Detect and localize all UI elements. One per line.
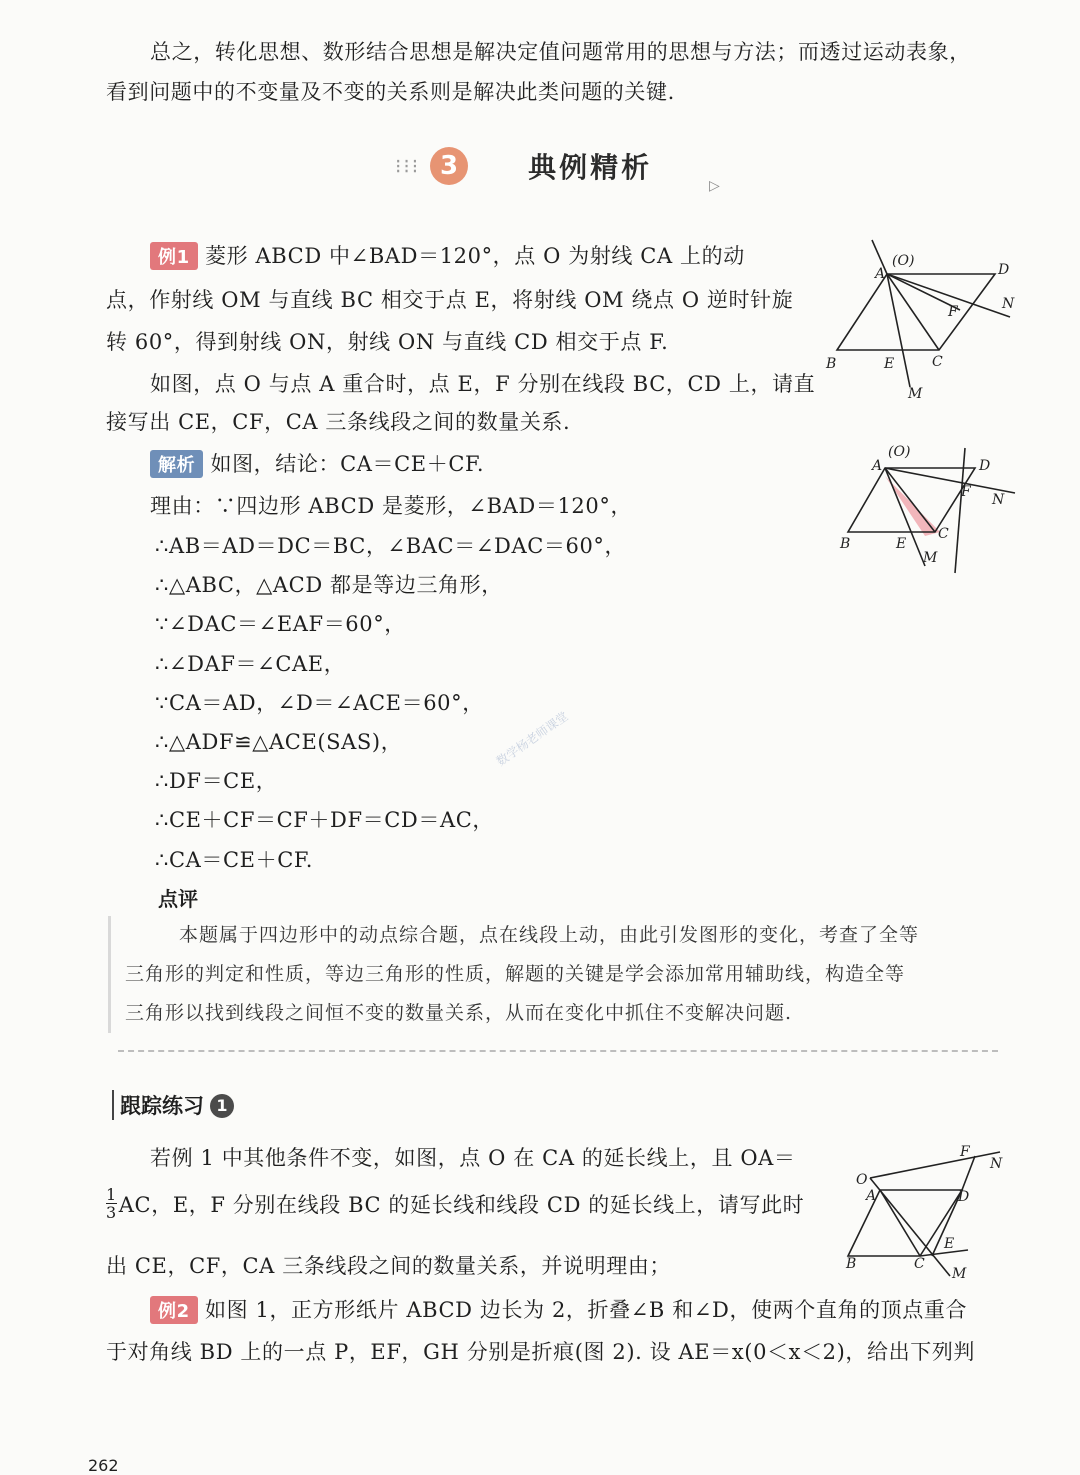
comment-box	[108, 916, 1025, 1033]
fig3-label-c: C	[914, 1256, 925, 1272]
section-number-badge: 3	[430, 147, 468, 185]
solution-first-line	[150, 448, 484, 478]
fig1-rhombus	[837, 274, 995, 350]
solution-tag: 解析	[150, 450, 203, 478]
fig3-label-o: O	[856, 1172, 868, 1188]
fig1-label-d: D	[998, 262, 1010, 278]
example1-line-4: 如图，点 O 与点 A 重合时，点 E，F 分别在线段 BC，CD 上，请直	[150, 372, 816, 396]
solution-line-3: ∴△ABC，△ACD 都是等边三角形，	[155, 573, 503, 597]
fig3-label-m: M	[952, 1266, 967, 1282]
fig1-label-m: M	[908, 386, 923, 402]
intro-line-2: 看到问题中的不变量及不变的关系则是解决此类问题的关键.	[106, 80, 675, 104]
fig2-label-m: M	[923, 550, 938, 566]
cursor-mark-icon: ▷	[709, 178, 720, 194]
fig2-rhombus	[848, 468, 975, 532]
fig3-extension-df-up	[962, 1156, 975, 1190]
watermark: 数学杨老师课堂	[493, 709, 571, 769]
fig1-label-b: B	[826, 356, 837, 372]
example1-line-2: 点，作射线 OM 与直线 BC 相交于点 E，将射线 OM 绕点 O 逆时针旋	[106, 288, 794, 312]
example2-line-1	[150, 1294, 967, 1324]
section-dots: ⁝⁝⁝	[395, 154, 421, 178]
section-header	[395, 146, 652, 186]
fig3-diagonal-ac	[880, 1190, 920, 1256]
fig3-label-a: A	[866, 1188, 877, 1204]
fig1-label-o: (O)	[892, 253, 915, 269]
fig3-label-n: N	[990, 1156, 1003, 1172]
fig3-label-b: B	[846, 1256, 857, 1272]
solution-line-6: ∵CA＝AD，∠D＝∠ACE＝60°，	[155, 691, 484, 715]
fig2-diagonal-ac	[885, 468, 935, 532]
figure-2-diagram	[830, 438, 1030, 588]
fig3-label-e: E	[944, 1236, 955, 1252]
solution-conclusion: 如图，结论：CA＝CE＋CF.	[210, 452, 485, 476]
solution-line-1: 理由：∵四边形 ABCD 是菱形，∠BAD＝120°，	[150, 494, 633, 518]
fraction-denominator: 3	[106, 1203, 117, 1222]
comment-line-1: 本题属于四边形中的动点综合题，点在线段上动，由此引发图形的变化，考查了全等	[179, 924, 920, 946]
fig3-label-f: F	[960, 1144, 970, 1160]
comment-heading: 点评	[158, 887, 198, 911]
example2-tag: 例2	[150, 1296, 198, 1324]
figure-3-diagram	[840, 1138, 1030, 1283]
practice-heading	[112, 1090, 234, 1120]
practice-number-badge: 1	[210, 1094, 234, 1118]
example1-line-5: 接写出 CE，CF，CA 三条线段之间的数量关系.	[106, 410, 571, 434]
solution-line-10: ∴CA＝CE＋CF.	[155, 848, 314, 872]
solution-line-4: ∵∠DAC＝∠EAF＝60°，	[155, 612, 406, 636]
practice-line-1: 若例 1 中其他条件不变，如图，点 O 在 CA 的延长线上，且 OA＝	[150, 1146, 796, 1170]
solution-line-2: ∴AB＝AD＝DC＝BC，∠BAC＝∠DAC＝60°，	[155, 534, 627, 558]
fig2-label-c: C	[938, 526, 949, 542]
fig1-label-c: C	[932, 354, 943, 370]
fig2-label-f: F	[961, 484, 971, 500]
fig2-label-d: D	[979, 458, 991, 474]
comment-divider	[118, 1050, 998, 1052]
fig1-label-e: E	[884, 356, 895, 372]
solution-line-9: ∴CE＋CF＝CF＋DF＝CD＝AC，	[155, 808, 494, 832]
fig1-label-f: F	[948, 304, 958, 320]
comment-line-3: 三角形以找到线段之间恒不变的数量关系，从而在变化中抓住不变解决问题.	[125, 1002, 793, 1024]
practice-line-2	[106, 1186, 804, 1221]
example2-text-1: 如图 1，正方形纸片 ABCD 边长为 2，折叠∠B 和∠D，使两个直角的顶点重合	[205, 1298, 968, 1322]
fig2-label-n: N	[992, 492, 1005, 508]
comment-line-2: 三角形的判定和性质，等边三角形的性质，解题的关键是学会添加常用辅助线，构造全等	[125, 963, 906, 985]
section-title: 典例精析	[528, 151, 653, 184]
fig1-label-n: N	[1002, 296, 1015, 312]
fig2-ray-on	[885, 468, 1015, 493]
fig3-ray-on	[870, 1152, 1000, 1178]
solution-line-7: ∴△ADF≌△ACE(SAS)，	[155, 730, 403, 754]
intro-line-1: 总之，转化思想、数形结合思想是解决定值问题常用的思想与方法；而透过运动表象，	[150, 40, 971, 64]
fig2-label-a: A	[872, 458, 883, 474]
example1-line-3: 转 60°，得到射线 ON，射线 ON 与直线 CD 相交于点 F.	[106, 330, 669, 354]
practice-heading-text: 跟踪练习	[120, 1094, 204, 1118]
solution-line-5: ∴∠DAF＝∠CAE，	[155, 652, 346, 676]
example2-line-2: 于对角线 BD 上的一点 P，EF，GH 分别是折痕(图 2). 设 AE＝x(0＜x＜2)，给出下列判	[106, 1340, 976, 1364]
fig2-label-b: B	[840, 536, 851, 552]
figure-1-diagram	[820, 232, 1030, 402]
example1-text-1: 菱形 ABCD 中∠BAD＝120°，点 O 为射线 CA 上的动	[205, 244, 745, 268]
practice-fraction	[106, 1186, 117, 1221]
fig2-label-e: E	[896, 536, 907, 552]
practice-line-3: 出 CE，CF，CA 三条线段之间的数量关系，并说明理由；	[106, 1254, 672, 1278]
fig2-line-cd-extended	[955, 448, 965, 573]
fig2-label-o: (O)	[888, 444, 911, 460]
fig3-label-d: D	[958, 1189, 970, 1205]
practice-line-2-text: AC，E，F 分别在线段 BC 的延长线和线段 CD 的延长线上，请写此时	[118, 1192, 805, 1217]
page-number: 262	[88, 1456, 119, 1475]
fig1-label-a: A	[875, 266, 886, 282]
fraction-numerator: 1	[106, 1185, 117, 1204]
example1-tag: 例1	[150, 242, 198, 270]
solution-line-8: ∴DF＝CE，	[155, 769, 278, 793]
example1-line-1	[150, 240, 745, 270]
